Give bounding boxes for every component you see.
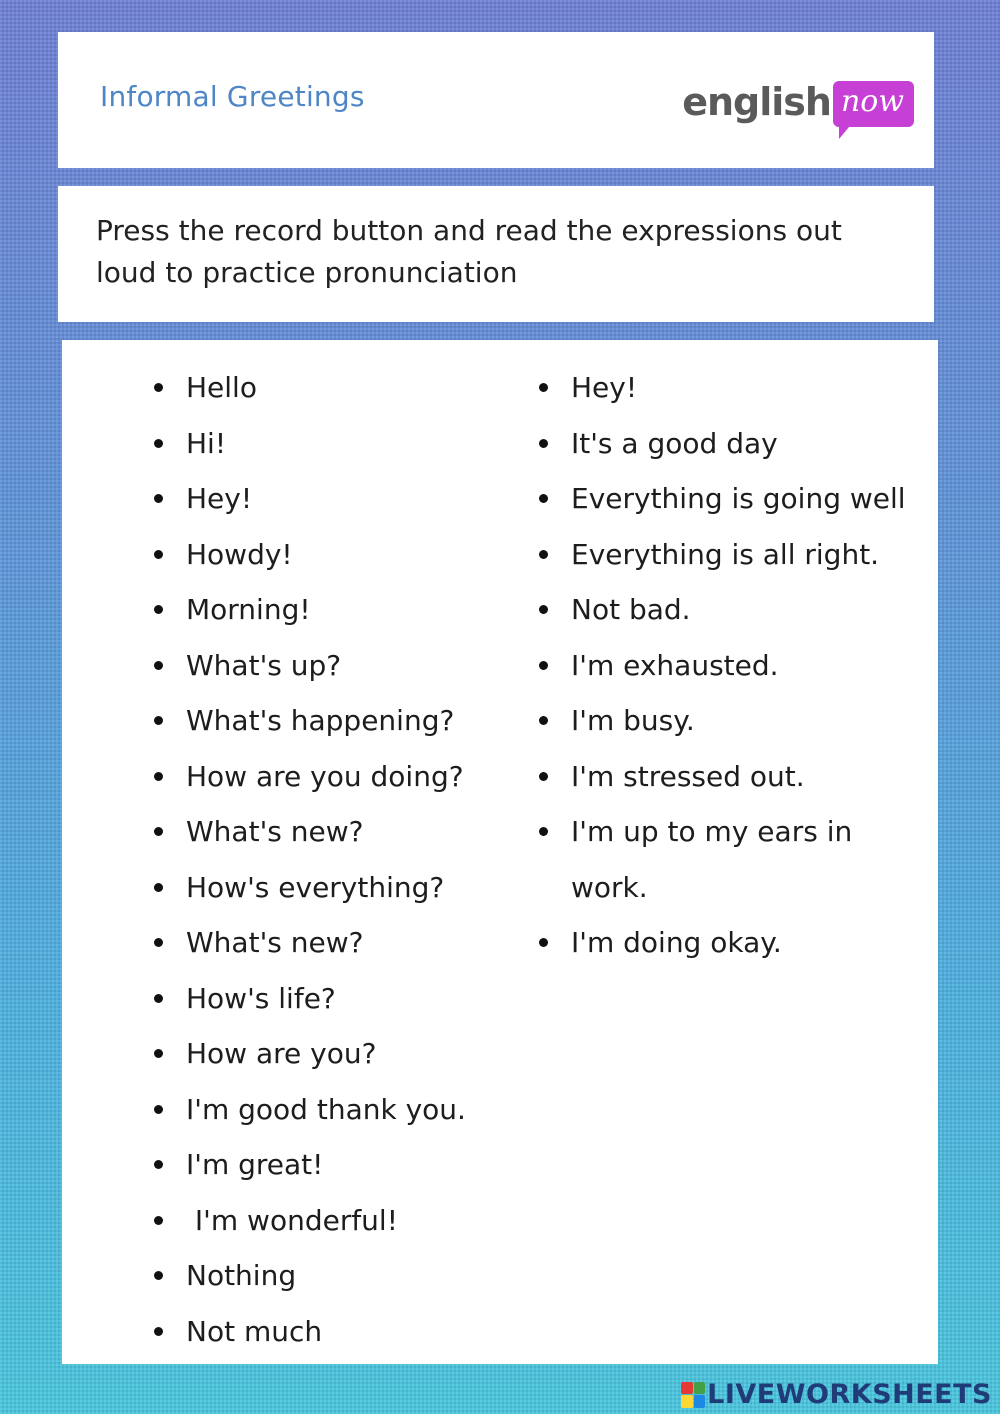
expressions-card bbox=[62, 340, 938, 1364]
instructions-card bbox=[58, 186, 934, 322]
expression-item: How are you doing? bbox=[154, 749, 534, 805]
expression-item: What's up? bbox=[154, 638, 534, 694]
expression-item: What's new? bbox=[154, 915, 534, 971]
expression-item: I'm stressed out. bbox=[539, 749, 919, 805]
expression-item: How's life? bbox=[154, 971, 534, 1027]
expressions-list-left bbox=[154, 360, 534, 1359]
badge-square bbox=[694, 1395, 706, 1408]
expression-item: I'm wonderful! bbox=[154, 1193, 534, 1249]
logo-now-speech-bubble: now bbox=[833, 81, 914, 127]
expression-item: I'm exhausted. bbox=[539, 638, 919, 694]
expression-item: I'm busy. bbox=[539, 693, 919, 749]
expression-item: Everything is going well bbox=[539, 471, 919, 527]
badge-square bbox=[681, 1395, 693, 1408]
expression-item: I'm up to my ears in work. bbox=[539, 804, 919, 915]
worksheet-title: Informal Greetings bbox=[100, 80, 365, 113]
expression-item: It's a good day bbox=[539, 416, 919, 472]
expression-item: I'm good thank you. bbox=[154, 1082, 534, 1138]
expression-item: Hey! bbox=[539, 360, 919, 416]
expression-item: Hello bbox=[154, 360, 534, 416]
header-card bbox=[58, 32, 934, 168]
expressions-list-right bbox=[539, 360, 919, 971]
expression-item: I'm doing okay. bbox=[539, 915, 919, 971]
expression-item: Not bad. bbox=[539, 582, 919, 638]
expression-item: Morning! bbox=[154, 582, 534, 638]
expression-item: Not much bbox=[154, 1304, 534, 1360]
logo-english-text: english bbox=[682, 80, 831, 124]
watermark-text: LIVEWORKSHEETS bbox=[707, 1379, 992, 1410]
englishnow-logo bbox=[682, 72, 914, 132]
liveworksheets-watermark bbox=[681, 1379, 992, 1410]
expression-item: Nothing bbox=[154, 1248, 534, 1304]
instructions-text: Press the record button and read the expressions out loud to practice pronunciation bbox=[96, 214, 842, 289]
expression-item: Hi! bbox=[154, 416, 534, 472]
liveworksheets-logo-icon bbox=[681, 1382, 705, 1408]
expression-item: How's everything? bbox=[154, 860, 534, 916]
expression-item: Everything is all right. bbox=[539, 527, 919, 583]
expression-item: How are you? bbox=[154, 1026, 534, 1082]
expression-item: What's happening? bbox=[154, 693, 534, 749]
badge-square bbox=[681, 1382, 693, 1395]
expression-item: Howdy! bbox=[154, 527, 534, 583]
badge-square bbox=[694, 1382, 706, 1395]
expression-item: I'm great! bbox=[154, 1137, 534, 1193]
expression-item: What's new? bbox=[154, 804, 534, 860]
expression-item: Hey! bbox=[154, 471, 534, 527]
